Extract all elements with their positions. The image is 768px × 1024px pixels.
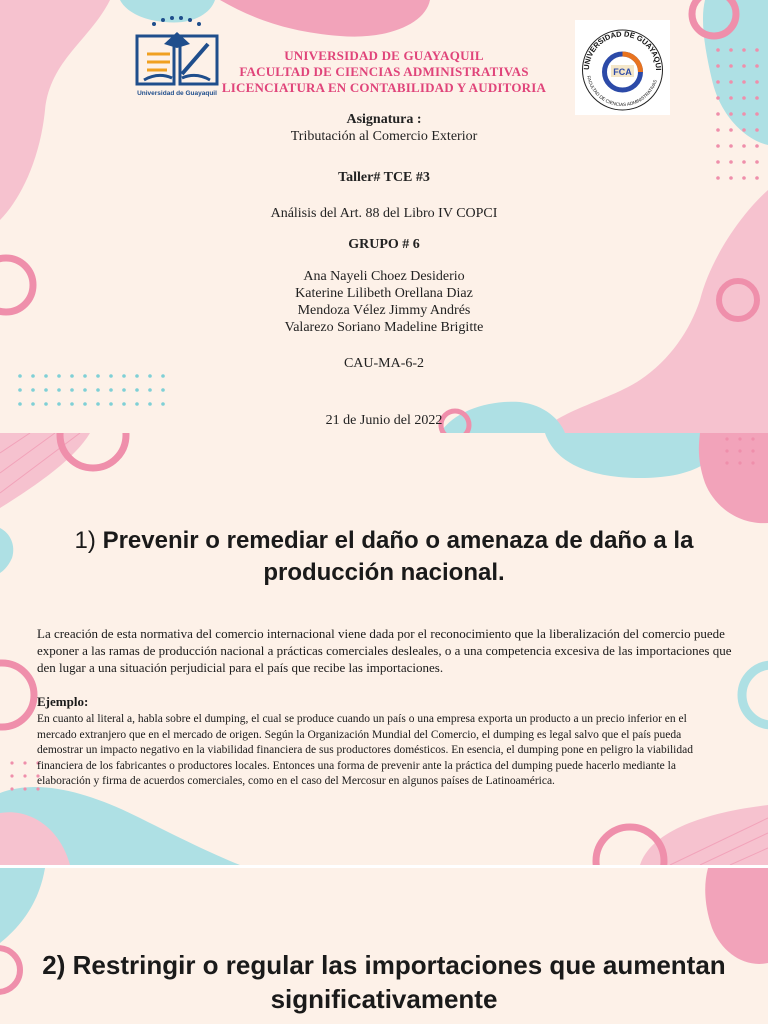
title-text: Prevenir o remediar el daño o amenaza de daño a la producción nacional. xyxy=(102,527,694,586)
content-slide-2 xyxy=(0,868,768,1024)
group-number: GRUPO # 6 xyxy=(348,237,420,252)
degree-name: LICENCIATURA EN CONTABILIDAD Y AUDITORIA xyxy=(221,80,547,95)
example-label: Ejemplo: xyxy=(37,694,89,709)
slide-title: 2) Restringir o regular las importaciones que aumentan significativamente xyxy=(42,950,726,1014)
faculty-name: FACULTAD DE CIENCIAS ADMINISTRATIVAS xyxy=(239,64,529,79)
presentation-date: 21 de Junio del 2022 xyxy=(325,413,443,428)
content-slide-1 xyxy=(0,433,768,865)
member-name: Valarezo Soriano Madeline Brigitte xyxy=(284,320,484,335)
logo-caption: Universidad de Guayaquil xyxy=(137,90,217,97)
slide-title xyxy=(40,525,728,589)
title-number: 1) xyxy=(74,527,96,554)
member-name: Mendoza Vélez Jimmy Andrés xyxy=(297,303,471,318)
workshop-title: Taller# TCE #3 xyxy=(338,170,430,185)
example-paragraph: En cuanto al literal a, habla sobre el dumping, el cual se produce cuando un país o una empresa exporta un producto a un precio inferior en el mercado extranjero que en el mercado de origen. Según la Organización Mundial del Comercio, el dumping es legal salvo que el país pueda demostrar un impacto negativo en la viabilidad financiera de sus productores domésticos. En esencia, el dumping pone en peligro la viabilidad financiera de los fabricantes o productores locales. Entonces una forma de prevenir ante la práctica del dumping puede hacerlo mediante la elaboración y firma de acuerdos comerciales, como en el caso del Mercosur en algunos países de Latinoamérica. xyxy=(37,713,693,788)
university-name: UNIVERSIDAD DE GUAYAQUIL xyxy=(284,48,484,63)
subject-name: Tributación al Comercio Exterior xyxy=(290,129,478,144)
cover-slide xyxy=(0,0,768,433)
svg-text:FACULTAD DE CIENCIAS ADMINISTR: FACULTAD DE CIENCIAS ADMINISTRATIVAS xyxy=(585,75,658,108)
svg-text:UNIVERSIDAD DE GUAYAQUIL: UNIVERSIDAD DE GUAYAQUI xyxy=(581,29,664,71)
member-name: Ana Nayeli Choez Desiderio xyxy=(303,269,465,284)
analysis-title: Análisis del Art. 88 del Libro IV COPCI xyxy=(270,206,498,221)
intro-paragraph: La creación de esta normativa del comercio internacional viene dada por el reconocimiento que la liberalización del comercio puede exponer a las ramas de producción nacional a prácticas comerciales desleales, o a una competencia excesiva de las importaciones que den lugar a una situación perjudicial para el país que recibe las importaciones. xyxy=(37,626,732,675)
subject-label: Asignatura : xyxy=(346,112,422,127)
course-code: CAU-MA-6-2 xyxy=(343,356,425,371)
svg-text:FCA: FCA xyxy=(613,67,632,77)
member-name: Katerine Lilibeth Orellana Diaz xyxy=(295,286,473,301)
